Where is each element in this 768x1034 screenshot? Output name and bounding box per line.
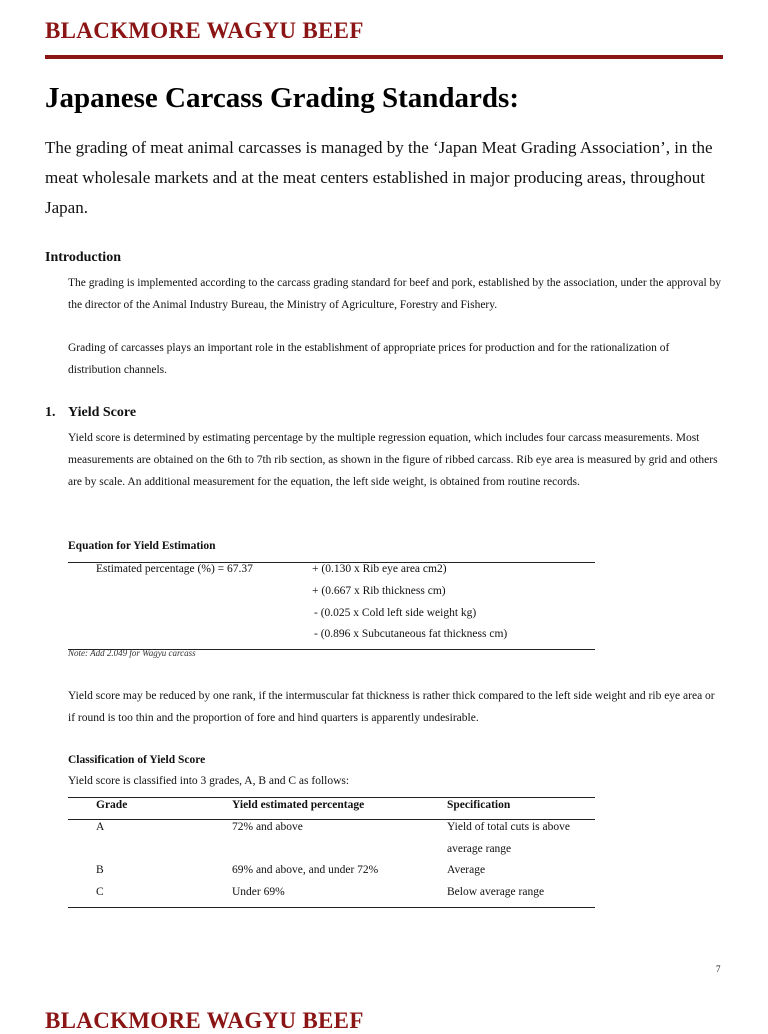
equation-term-3: - (0.025 x Cold left side weight kg) [314, 607, 477, 619]
grade-cell: C [96, 886, 104, 898]
specification-cell: Below average range [447, 886, 545, 898]
percentage-cell: 69% and above, and under 72% [232, 864, 379, 876]
introduction-paragraph-1: The grading is implemented according to the carcass grading standard for beef and pork, established by the association, under the approval by the director of the Animal Industry Bureau, the Ministry of Agriculture, Forestry and Fishery. [68, 277, 722, 311]
lead-paragraph: The grading of meat animal carcasses is managed by the ‘Japan Meat Grading Association’, in the meat wholesale markets and at the meat centers established in major producing areas, throughout Japan. [45, 138, 713, 217]
percentage-cell: 72% and above [232, 821, 303, 833]
introduction-heading: Introduction [45, 250, 121, 265]
specification-cell: Yield of total cuts is above average range [447, 821, 570, 855]
equation-lhs: Estimated percentage (%) = 67.37 [96, 563, 253, 575]
yield-score-paragraph: Yield score is determined by estimating percentage by the multiple regression equation, which includes four carcass measurements. Most measurements are obtained on the 6th to 7th rib section, as shown in the figure of ribbed carcass. Rib eye area is measured by grid and others are by scale. An additional measurement for the equation, the left side weight, is obtained from routine records. [68, 432, 718, 488]
percentage-cell: Under 69% [232, 886, 285, 898]
next-page-brand-header: BLACKMORE WAGYU BEEF [45, 1008, 364, 1033]
column-header-percentage: Yield estimated percentage [232, 799, 365, 811]
equation-term-4: - (0.896 x Subcutaneous fat thickness cm) [314, 628, 508, 640]
classification-heading: Classification of Yield Score [68, 754, 206, 766]
page-number: 7 [716, 964, 721, 974]
wagyu-note: Note: Add 2.049 for Wagyu carcass [68, 648, 196, 658]
classification-intro: Yield score is classified into 3 grades, A, B and C as follows: [68, 775, 350, 787]
column-header-specification: Specification [447, 799, 511, 811]
specification-cell: Average [447, 864, 486, 876]
equation-term-2: + (0.667 x Rib thickness cm) [312, 585, 446, 597]
section-title-yield-score: Yield Score [68, 405, 137, 420]
header-divider [45, 55, 723, 59]
page-title: Japanese Carcass Grading Standards: [45, 82, 519, 114]
grade-cell: B [96, 864, 104, 876]
introduction-paragraph-2: Grading of carcasses plays an important role in the establishment of appropriate prices for production and for the rationalization of distribution channels. [68, 342, 670, 376]
table-bottom-rule [68, 907, 595, 908]
column-header-grade: Grade [96, 799, 128, 811]
grade-cell: A [96, 821, 105, 833]
brand-header: BLACKMORE WAGYU BEEF [45, 18, 364, 43]
equation-heading: Equation for Yield Estimation [68, 540, 216, 552]
yield-reduction-paragraph: Yield score may be reduced by one rank, if the intermuscular fat thickness is rather thick compared to the left side weight and rib eye area or if round is too thin and the proportion of fore and hind quarters is apparently undesirable. [68, 690, 715, 724]
section-number: 1. [45, 405, 56, 420]
equation-term-1: + (0.130 x Rib eye area cm2) [312, 563, 447, 575]
